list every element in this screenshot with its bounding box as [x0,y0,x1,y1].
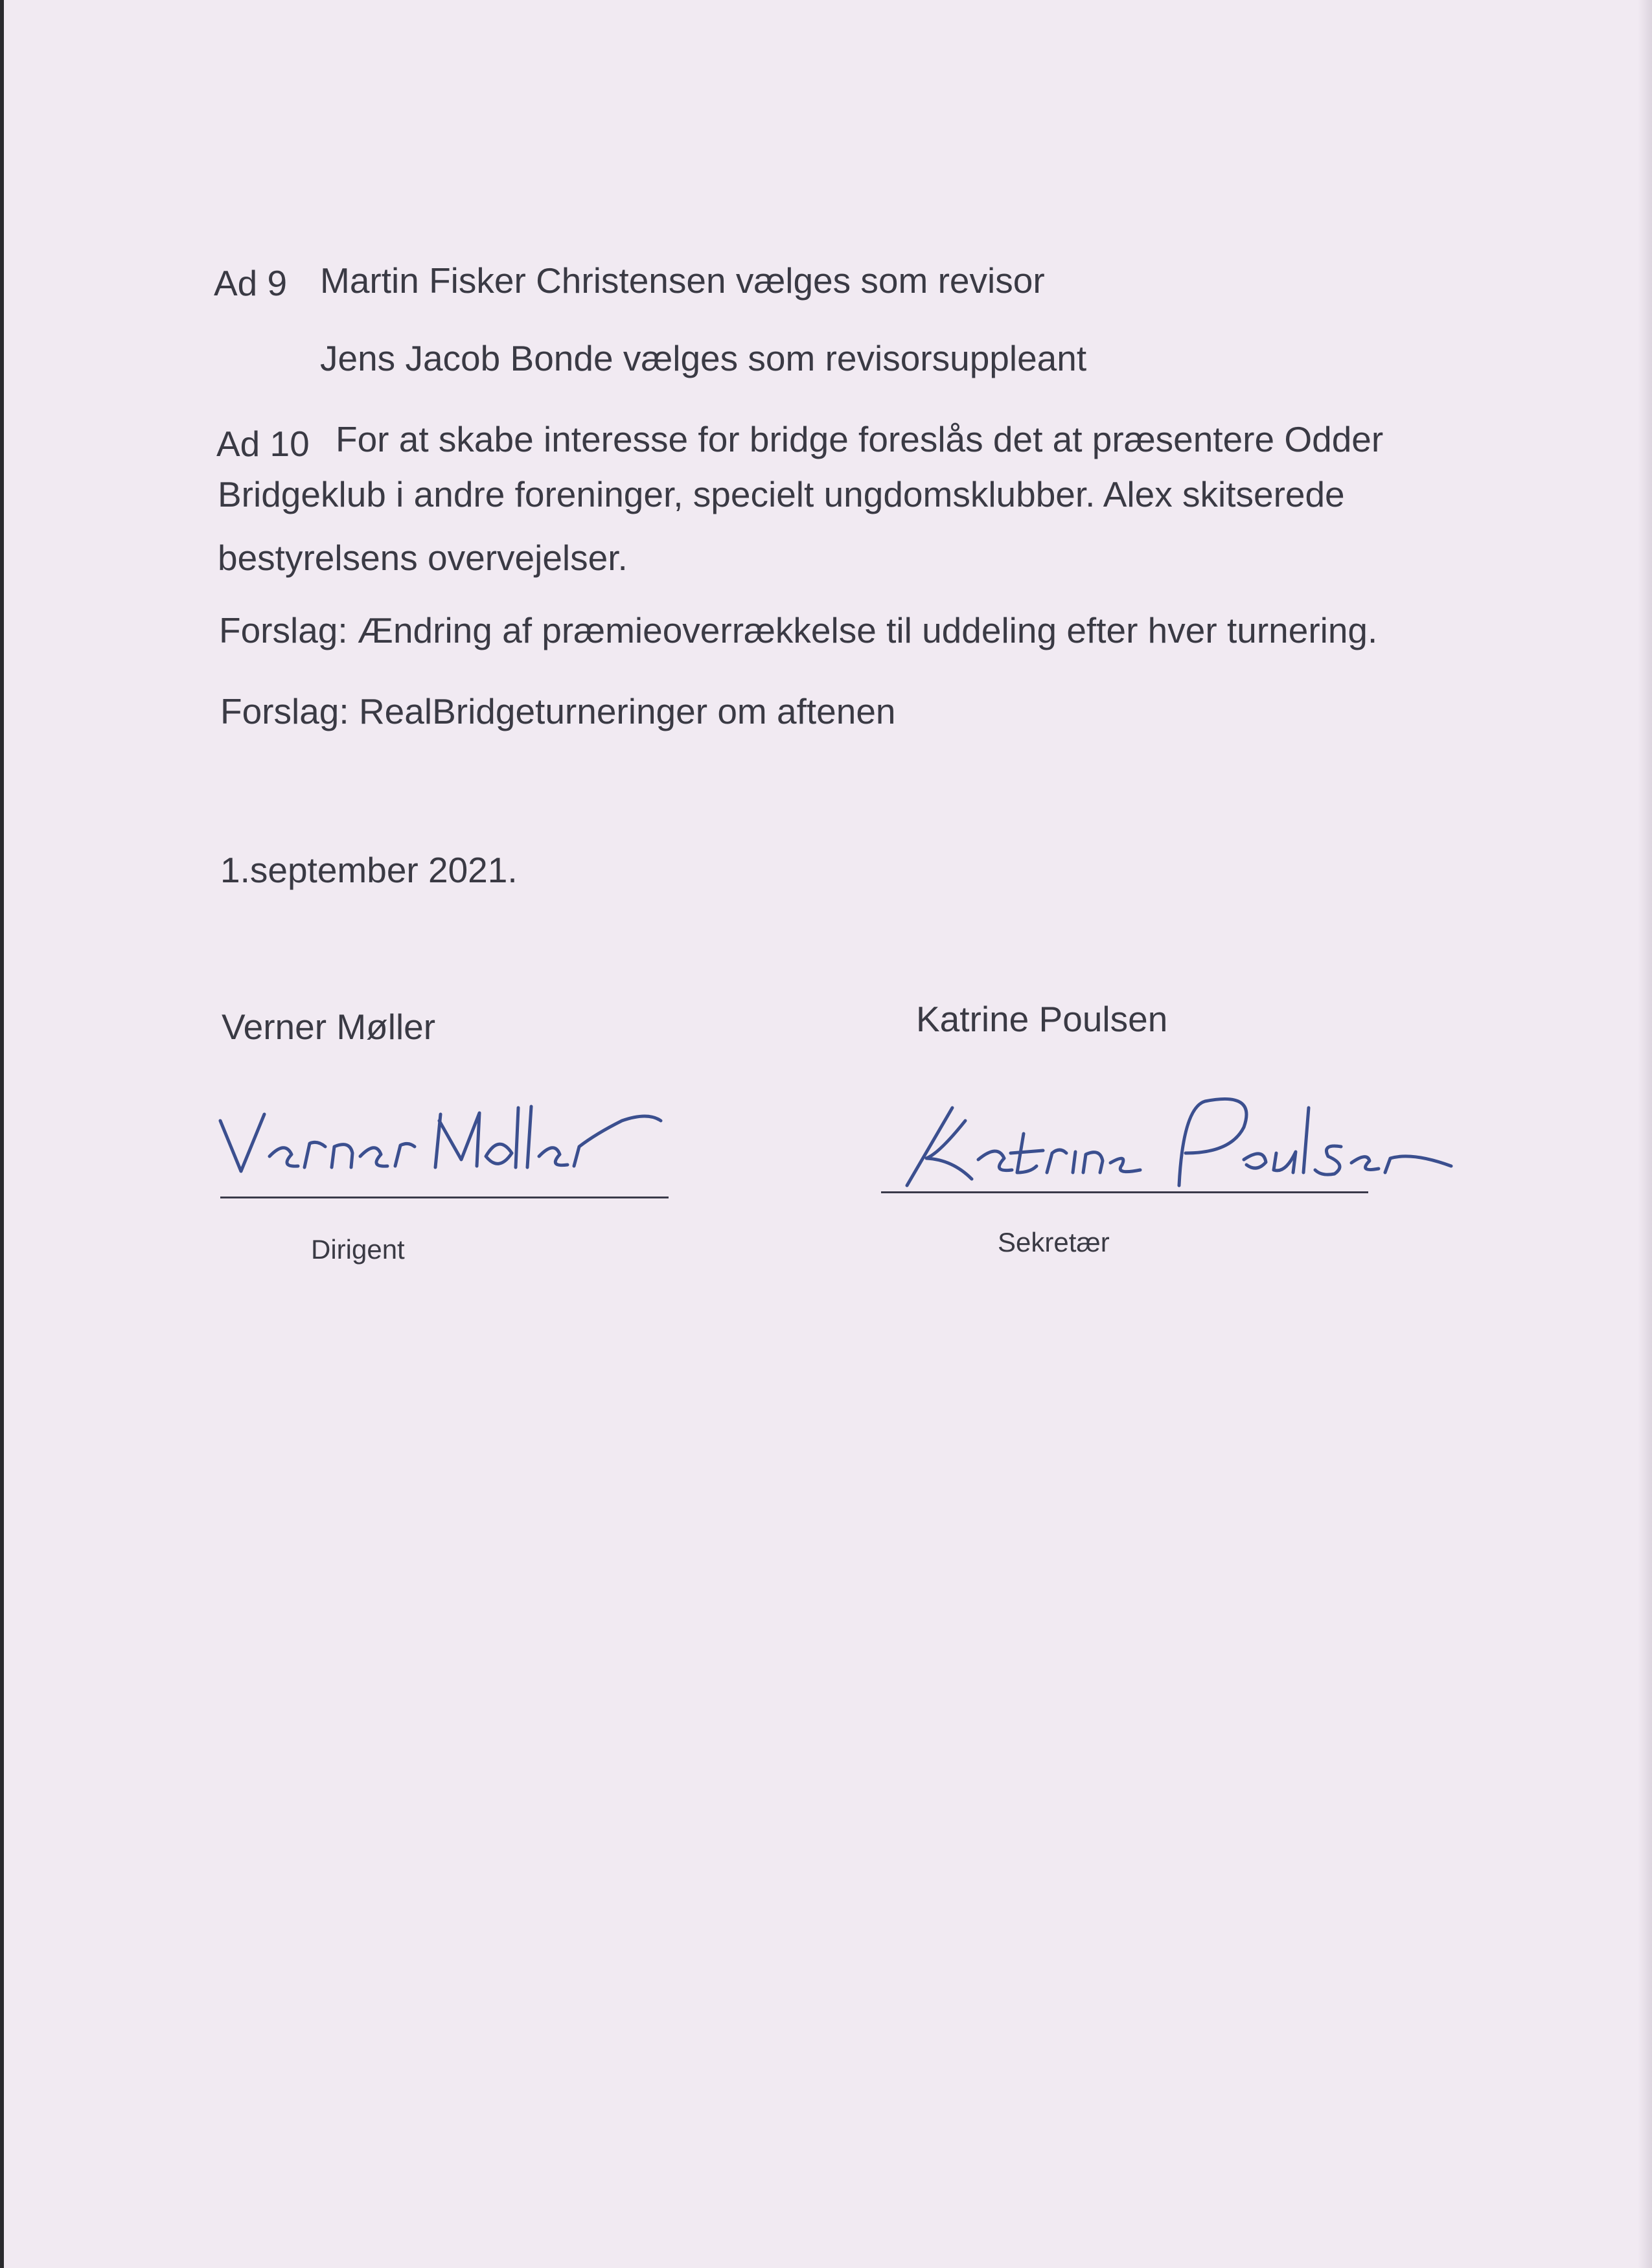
signature-katrine-poulsen [894,1082,1464,1192]
ad10-label: Ad 10 [216,424,310,464]
signature-line-2 [881,1191,1368,1193]
proposal-1: Forslag: Ændring af præmieoverrækkelse til uddeling efter hver turnering. [219,610,1378,650]
scan-edge [0,0,4,2268]
signature-verner-moller [207,1095,674,1186]
signature-line-1 [220,1197,669,1198]
signatory-name-1: Verner Møller [222,1007,436,1047]
date: 1.september 2021. [220,850,518,890]
page-shadow [1638,0,1652,2268]
ad10-line-1: For at skabe interesse for bridge foreslås det at præsentere Odder [336,419,1384,459]
ad9-line-1: Martin Fisker Christensen vælges som revisor [320,260,1045,301]
ad9-line-2: Jens Jacob Bonde vælges som revisorsuppleant [320,338,1087,378]
signatory-name-2: Katrine Poulsen [916,999,1168,1039]
role-sekretaer: Sekretær [998,1227,1110,1257]
ad9-label: Ad 9 [214,263,288,303]
ad10-line-2: Bridgeklub i andre foreninger, specielt ungdomsklubber. Alex skitserede [218,474,1345,514]
role-dirigent: Dirigent [311,1234,405,1265]
ad10-line-3: bestyrelsens overvejelser. [218,538,628,578]
proposal-2: Forslag: RealBridgeturneringer om aftenen [220,691,896,731]
